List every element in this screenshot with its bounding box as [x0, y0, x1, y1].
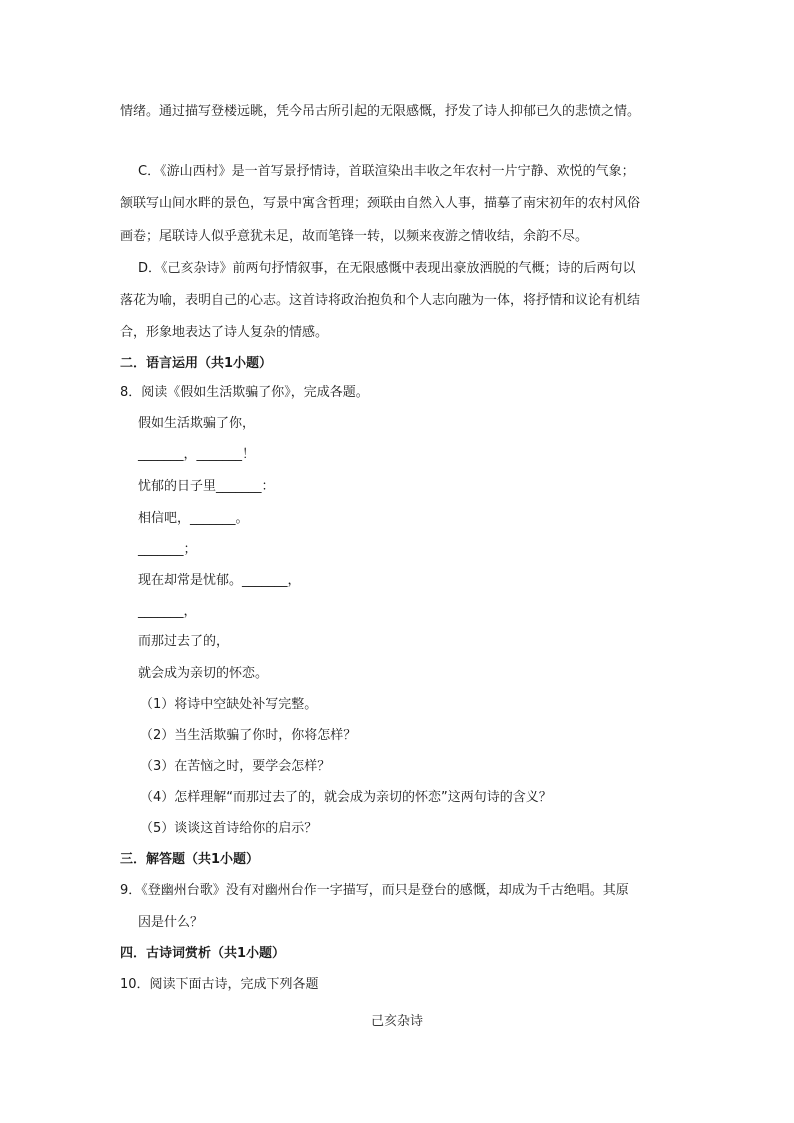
- sub-question: （5）谈谈这首诗给你的启示？: [140, 821, 318, 836]
- question-9: 9．《登幽州台歌》没有对幽州台作一字描写，而只是登台的感慨，却成为千古绝唱。其原: [120, 883, 629, 898]
- poem-line: _______，: [138, 604, 197, 619]
- poem-line: _______，_______！: [138, 447, 256, 462]
- poem-line: 相信吧，_______。: [138, 511, 249, 526]
- poem-line: 就会成为亲切的怀恋。: [138, 666, 269, 681]
- sub-question: （1）将诗中空缺处补写完整。: [140, 697, 318, 712]
- question-8: 8．阅读《假如生活欺骗了你》，完成各题。: [120, 385, 369, 400]
- paragraph-line: 合，形象地表达了诗人复杂的情感。: [120, 325, 329, 340]
- sub-question: （2）当生活欺骗了你时，你将怎样？: [140, 728, 357, 743]
- option-c-line: C．《游山西村》是一首写景抒情诗，首联渲染出丰收之年农村一片宁静、欢悦的气象；: [138, 164, 635, 179]
- paragraph-line: 颔联写山间水畔的景色，写景中寓含哲理；颈联由自然入人事，描摹了南宋初年的农村风俗: [120, 196, 641, 211]
- section-heading: 二．语言运用（共1小题）: [120, 356, 273, 371]
- sub-question: （3）在苦恼之时，要学会怎样？: [140, 759, 331, 774]
- poem-title: 己亥杂诗: [370, 1014, 423, 1029]
- poem-line: 现在却常是忧郁。_______，: [138, 573, 301, 588]
- question-10: 10．阅读下面古诗，完成下列各题: [120, 977, 319, 992]
- poem-line: 忧郁的日子里_______：: [138, 479, 275, 494]
- poem-line: 而那过去了的，: [138, 634, 230, 649]
- paragraph-line: 情绪。通过描写登楼远眺，凭今吊古所引起的无限感慨，抒发了诗人抑郁已久的悲愤之情。: [120, 104, 641, 119]
- poem-line: _______；: [138, 542, 197, 557]
- paragraph-line: 落花为喻，表明自己的心志。这首诗将政治抱负和个人志向融为一体，将抒情和议论有机结: [120, 293, 641, 308]
- sub-question: （4）怎样理解“而那过去了的，就会成为亲切的怀恋”这两句诗的含义？: [140, 790, 552, 805]
- paragraph-line: 画卷；尾联诗人似乎意犹未足，故而笔锋一转，以频来夜游之情收结，余韵不尽。: [120, 229, 589, 244]
- section-heading: 三．解答题（共1小题）: [120, 852, 260, 867]
- option-d-line: D．《己亥杂诗》前两句抒情叙事，在无限感慨中表现出豪放洒脱的气概；诗的后两句以: [138, 261, 636, 276]
- poem-line: 假如生活欺骗了你，: [138, 416, 256, 431]
- section-heading: 四．古诗词赏析（共1小题）: [120, 946, 286, 961]
- question-9-continued: 因是什么？: [138, 915, 204, 930]
